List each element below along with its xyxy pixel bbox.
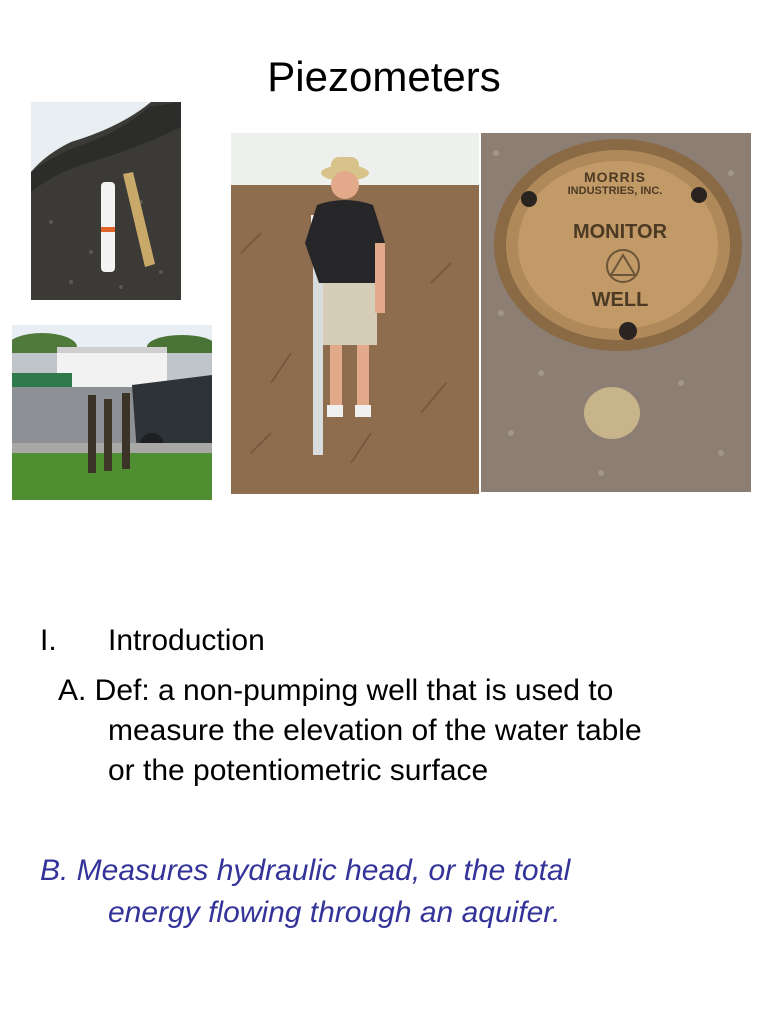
- photo-gas-station-wells: [12, 325, 212, 500]
- well-cover-label-bottom: WELL: [591, 289, 649, 311]
- outline-itemA-line3: or the potentiometric surface: [108, 754, 489, 787]
- photo-icon: [12, 325, 212, 500]
- outline-itemB-line2: energy flowing through an aquifer.: [108, 896, 561, 929]
- photo-icon: [231, 133, 479, 494]
- photo-monitor-well-cover: [481, 133, 751, 492]
- outline-itemB-line1: B. Measures hydraulic head, or the total: [40, 854, 571, 887]
- photo-man-with-piezometer: [231, 133, 479, 494]
- slide-title: Piezometers: [267, 53, 501, 100]
- photo-pipe-on-shore: [31, 102, 181, 300]
- well-cover-brand-line1: MORRIS: [584, 169, 646, 185]
- photo-icon: [31, 102, 181, 300]
- outline-item1-text: Introduction: [108, 624, 265, 657]
- outline-itemA-line1: A. Def: a non-pumping well that is used to: [58, 674, 614, 707]
- well-cover-label-top: MONITOR: [572, 221, 668, 243]
- outline-item1-number: I.: [40, 624, 57, 657]
- well-cover-brand-line2: INDUSTRIES, INC.: [567, 185, 663, 197]
- outline-itemA-line2: measure the elevation of the water table: [108, 714, 642, 747]
